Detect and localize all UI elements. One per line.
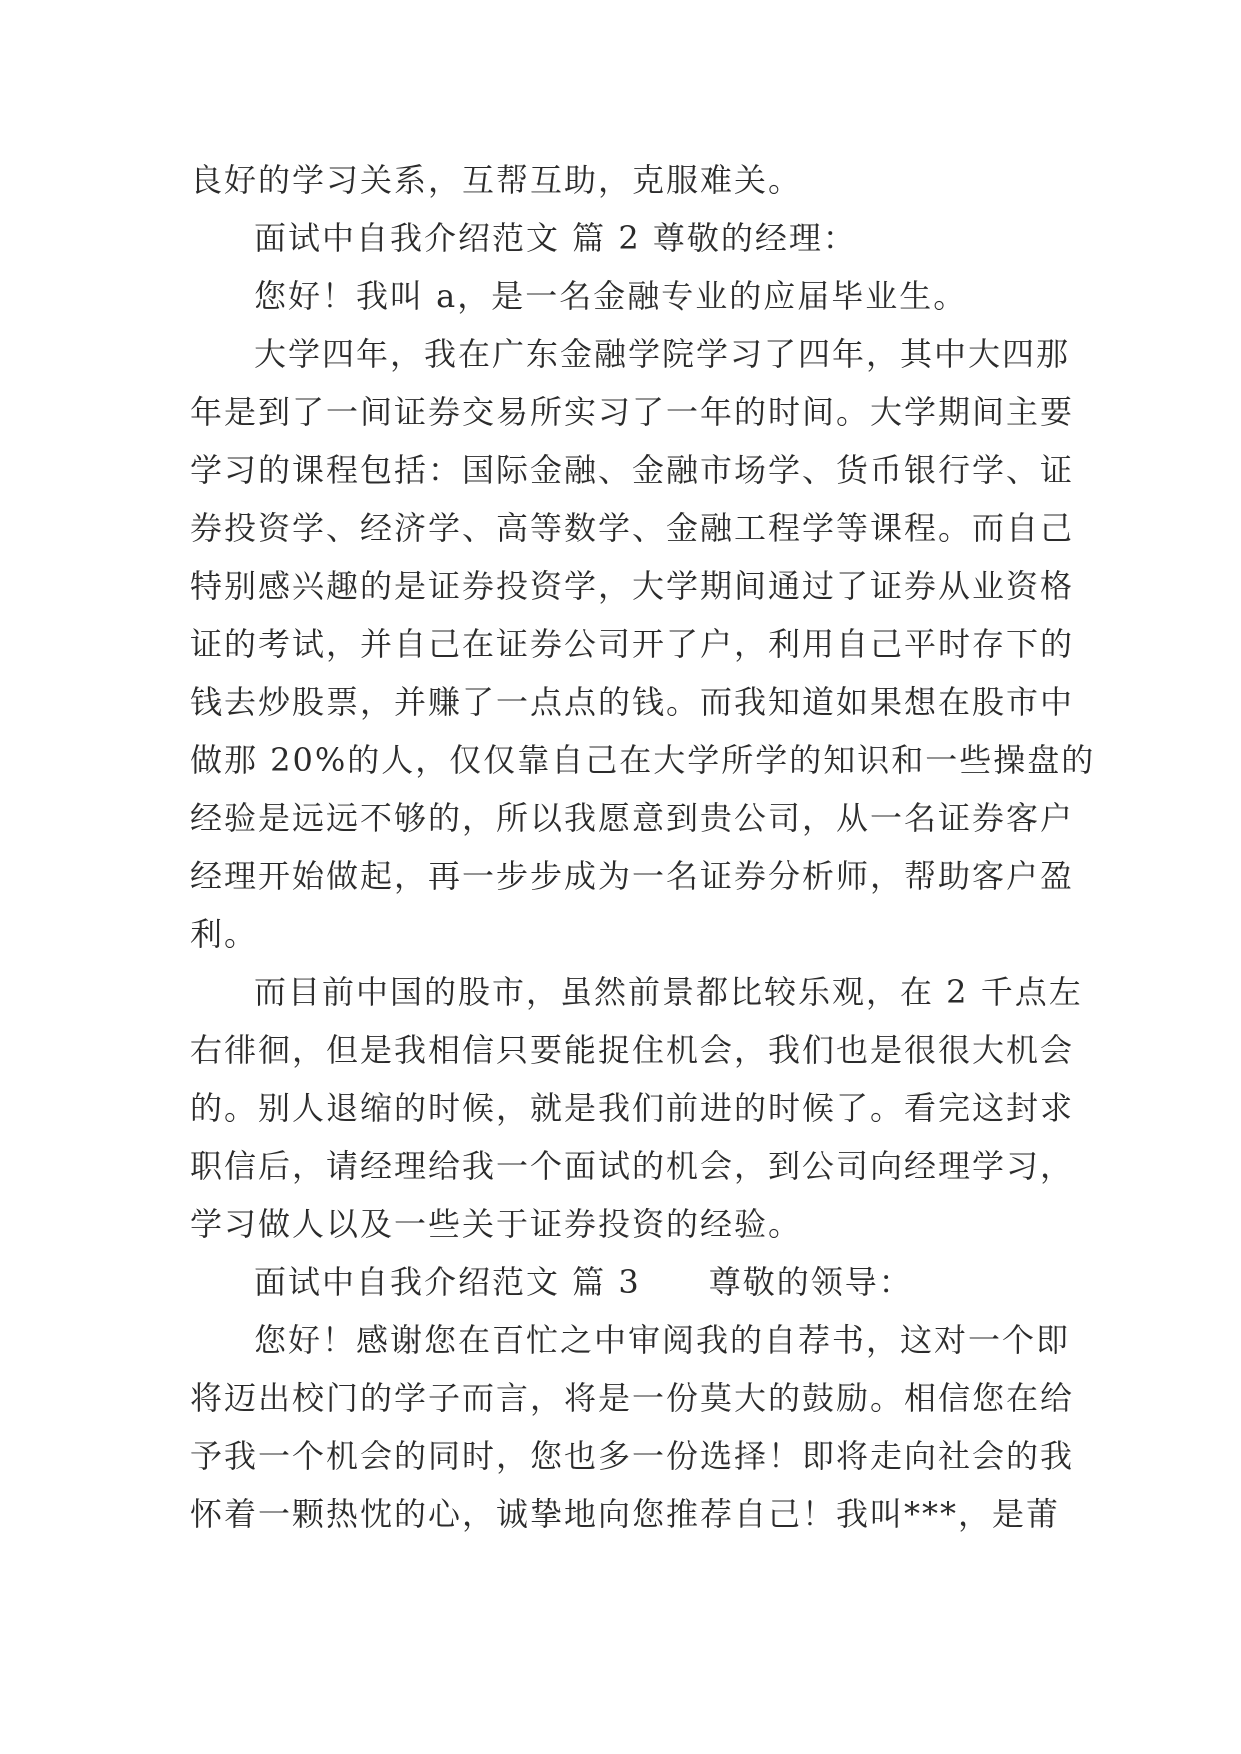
paragraph-line: 而目前中国的股市，虽然前景都比较乐观，在 2 千点左	[254, 973, 1083, 1011]
paragraph-line: 学习的课程包括：国际金融、金融市场学、货币银行学、证	[190, 451, 1075, 489]
paragraph-line: 特别感兴趣的是证券投资学，大学期间通过了证券从业资格	[190, 567, 1075, 605]
section-heading: 面试中自我介绍范文 篇 3 尊敬的领导：	[254, 1263, 913, 1301]
paragraph-line: 经理开始做起，再一步步成为一名证券分析师，帮助客户盈	[190, 857, 1075, 895]
paragraph-line: 证的考试，并自己在证券公司开了户，利用自己平时存下的	[190, 625, 1075, 663]
paragraph-line: 您好！我叫 a，是一名金融专业的应届毕业生。	[254, 277, 968, 315]
paragraph-line: 券投资学、经济学、高等数学、金融工程学等课程。而自己	[190, 509, 1075, 547]
paragraph-line: 职信后，请经理给我一个面试的机会，到公司向经理学习，	[190, 1147, 1075, 1185]
paragraph-line: 右徘徊，但是我相信只要能捉住机会，我们也是很很大机会	[190, 1031, 1075, 1069]
paragraph-line: 您好！感谢您在百忙之中审阅我的自荐书，这对一个即	[254, 1321, 1071, 1359]
paragraph-line: 年是到了一间证券交易所实习了一年的时间。大学期间主要	[190, 393, 1075, 431]
paragraph-line: 良好的学习关系，互帮互助，克服难关。	[190, 161, 803, 199]
paragraph-line: 怀着一颗热忱的心，诚挚地向您推荐自己！我叫***，是莆	[190, 1495, 1061, 1533]
section-heading: 面试中自我介绍范文 篇 2 尊敬的经理：	[254, 219, 857, 257]
paragraph-line: 大学四年，我在广东金融学院学习了四年，其中大四那	[254, 335, 1071, 373]
paragraph-line: 的。别人退缩的时候，就是我们前进的时候了。看完这封求	[190, 1089, 1075, 1127]
paragraph-line: 钱去炒股票，并赚了一点点的钱。而我知道如果想在股市中	[190, 683, 1075, 721]
paragraph-line: 经验是远远不够的，所以我愿意到贵公司，从一名证券客户	[190, 799, 1075, 837]
paragraph-line: 利。	[190, 915, 259, 953]
paragraph-line: 做那 20%的人，仅仅靠自己在大学所学的知识和一些操盘的	[190, 741, 1096, 779]
paragraph-line: 予我一个机会的同时，您也多一份选择！即将走向社会的我	[190, 1437, 1075, 1475]
paragraph-line: 将迈出校门的学子而言，将是一份莫大的鼓励。相信您在给	[190, 1379, 1075, 1417]
paragraph-line: 学习做人以及一些关于证券投资的经验。	[190, 1205, 803, 1243]
